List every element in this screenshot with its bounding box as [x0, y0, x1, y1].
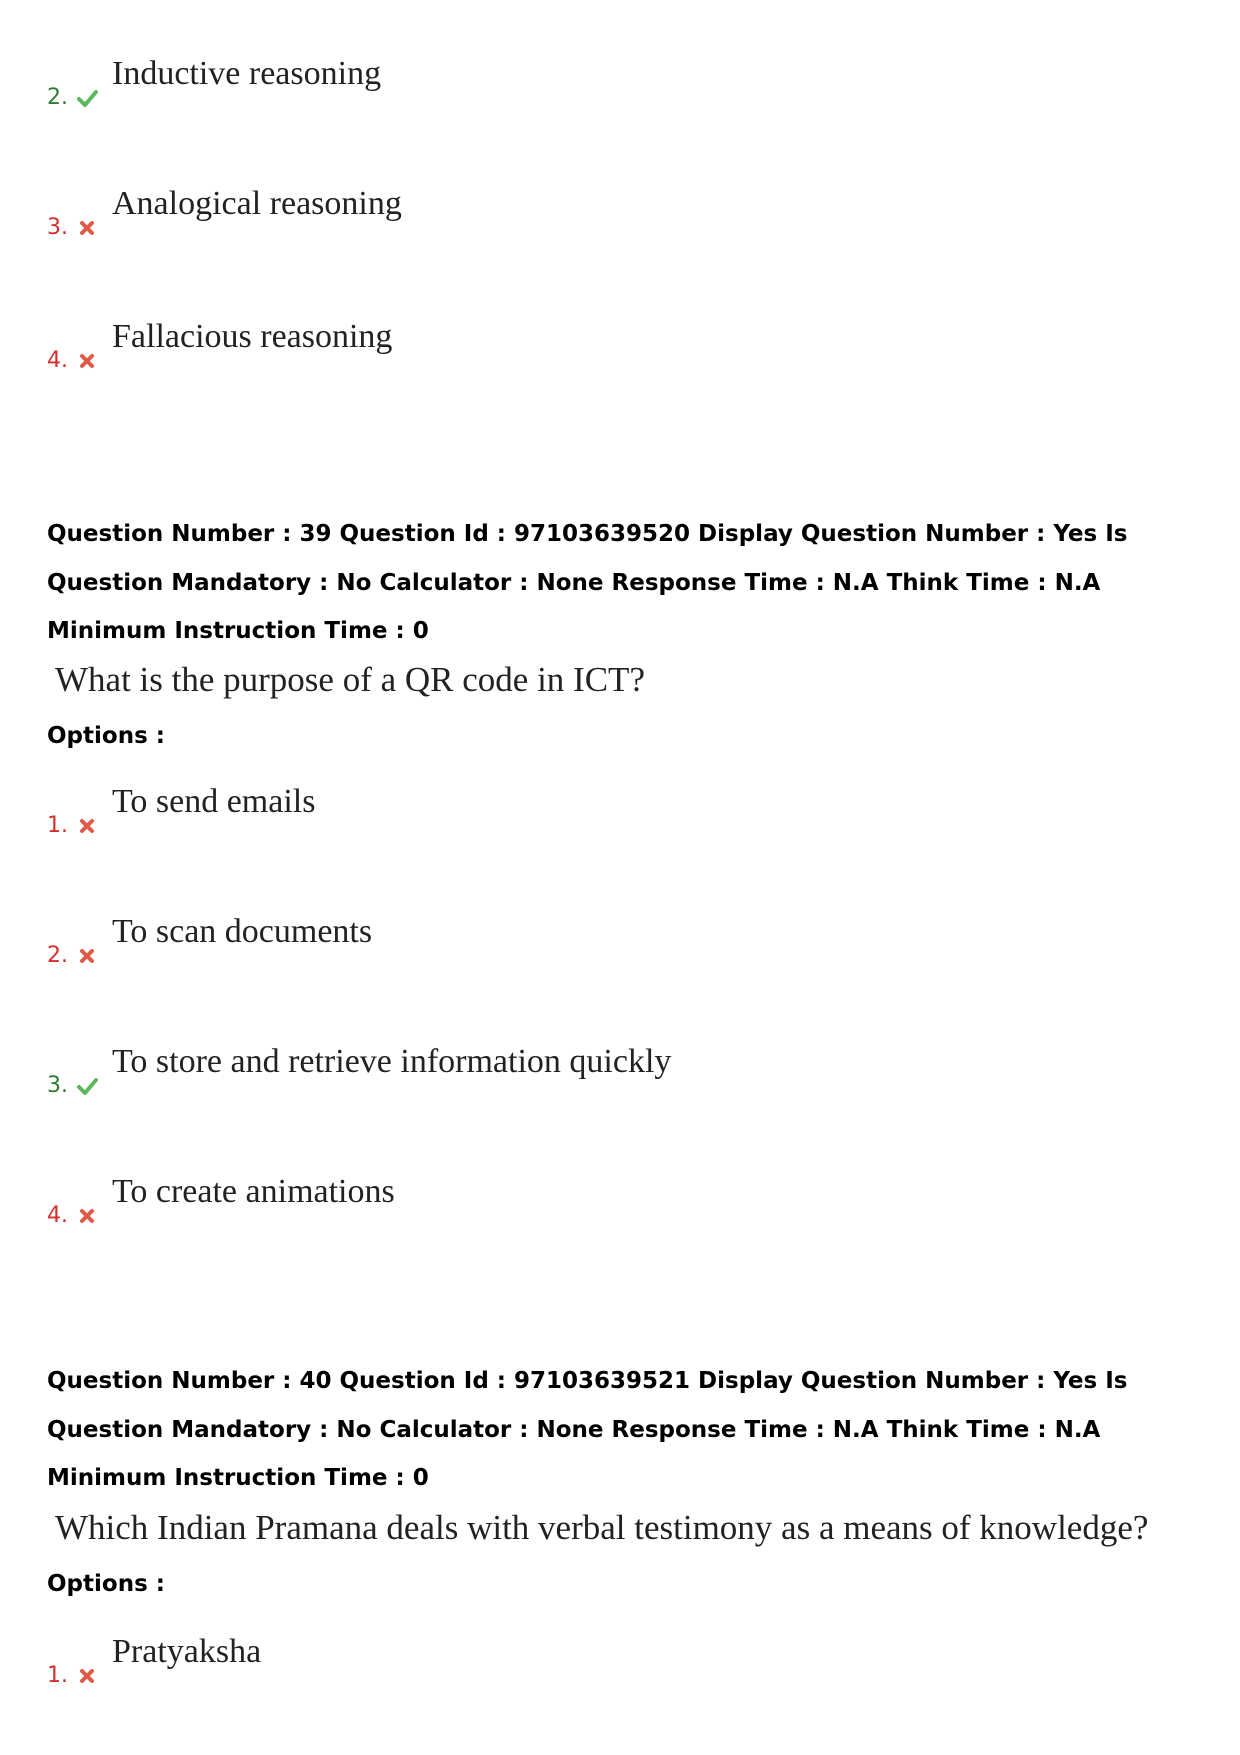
option-1 [0, 1633, 1240, 1693]
check-icon [76, 1075, 98, 1097]
cross-icon [76, 945, 98, 967]
cross-icon [76, 815, 98, 837]
cross-icon [76, 350, 98, 372]
option-1 [0, 783, 1240, 843]
option-text: Pratyaksha [112, 1633, 262, 1670]
options-label: Options : [47, 1571, 165, 1597]
option-2 [0, 913, 1240, 973]
cross-icon [76, 1665, 98, 1687]
option-number: 3. [47, 1073, 68, 1098]
cross-icon [76, 217, 98, 239]
option-text: Inductive reasoning [112, 55, 382, 92]
question-meta: Question Number : 40 Question Id : 97103639521 Display Question Number : Yes Is Question Mandatory : No Calculator : None Response Time : N.A Think Time : N.A Minimum Instruction Time : 0 [47, 1368, 1128, 1491]
check-icon [76, 87, 98, 109]
option-4 [0, 318, 1240, 378]
cross-icon [76, 1205, 98, 1227]
option-3 [0, 1043, 1240, 1103]
option-number: 2. [47, 85, 68, 110]
option-4 [0, 1173, 1240, 1233]
option-number: 2. [47, 943, 68, 968]
option-text: To scan documents [112, 913, 373, 950]
question-meta: Question Number : 39 Question Id : 97103639520 Display Question Number : Yes Is Question Mandatory : No Calculator : None Response Time : N.A Think Time : N.A Minimum Instruction Time : 0 [47, 521, 1128, 644]
option-text: Analogical reasoning [112, 185, 402, 222]
option-number: 1. [47, 1663, 68, 1688]
question-text: What is the purpose of a QR code in ICT? [55, 660, 645, 699]
option-text: Fallacious reasoning [112, 318, 393, 355]
option-number: 1. [47, 813, 68, 838]
option-text: To store and retrieve information quickly [112, 1043, 672, 1080]
option-text: To send emails [112, 783, 316, 820]
option-number: 3. [47, 215, 68, 240]
option-number: 4. [47, 1203, 68, 1228]
option-number: 4. [47, 348, 68, 373]
option-2 [0, 55, 1240, 115]
question-text: Which Indian Pramana deals with verbal testimony as a means of knowledge? [55, 1508, 1149, 1547]
option-3 [0, 185, 1240, 245]
option-text: To create animations [112, 1173, 395, 1210]
options-label: Options : [47, 723, 165, 749]
